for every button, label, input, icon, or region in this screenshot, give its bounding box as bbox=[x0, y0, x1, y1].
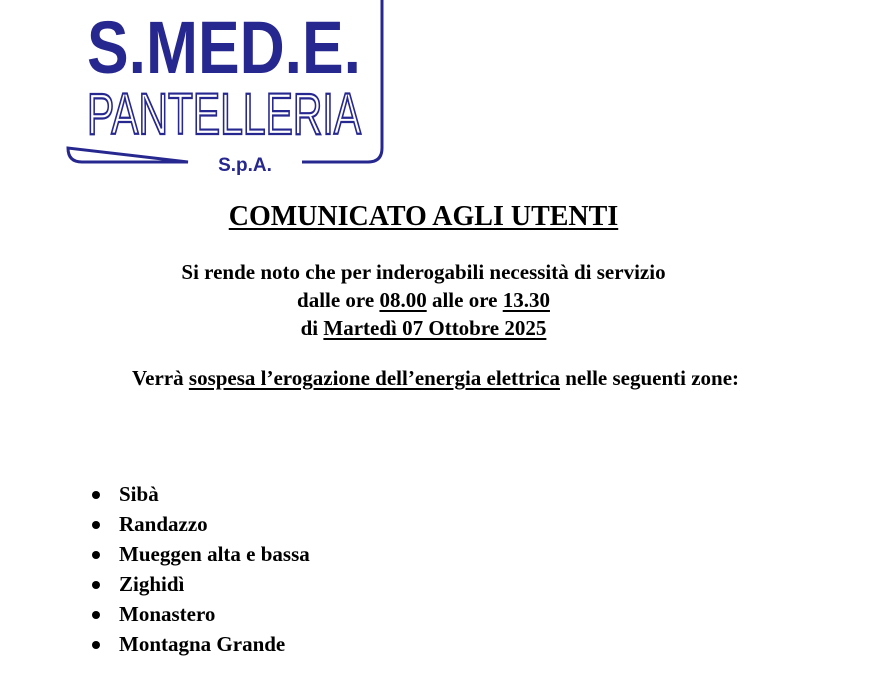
to-time: 13.30 bbox=[502, 288, 550, 312]
list-item: Monastero bbox=[88, 599, 310, 629]
list-item: Zighidì bbox=[88, 569, 310, 599]
notice-title: COMUNICATO AGLI UTENTI bbox=[228, 201, 619, 232]
list-item: Montagna Grande bbox=[88, 629, 310, 659]
notice-date: Martedì 07 Ottobre 2025 bbox=[323, 316, 547, 340]
svg-text:S.MED.E.: S.MED.E. bbox=[87, 6, 361, 89]
notice-intro: Si rende noto che per inderogabili necessità di servizio bbox=[181, 260, 666, 284]
suspension-suffix: nelle seguenti zone: bbox=[565, 366, 740, 390]
svg-text:S.p.A.: S.p.A. bbox=[218, 155, 272, 176]
zones-list bbox=[88, 479, 310, 659]
to-prefix: alle ore bbox=[431, 288, 498, 312]
list-item: Mueggen alta e bassa bbox=[88, 539, 310, 569]
list-item: Sibà bbox=[88, 479, 310, 509]
date-prefix: di bbox=[300, 316, 319, 340]
notice-time-range bbox=[0, 286, 847, 314]
from-time: 08.00 bbox=[379, 288, 427, 312]
suspension-main: sospesa l’erogazione dell’energia elettrica bbox=[188, 366, 560, 390]
company-logo bbox=[64, 0, 386, 176]
svg-text:PANTELLERIA: PANTELLERIA bbox=[87, 82, 362, 147]
suspension-prefix: Verrà bbox=[131, 366, 184, 390]
notice-body bbox=[0, 258, 847, 342]
suspension-statement bbox=[0, 366, 871, 391]
list-item: Randazzo bbox=[88, 509, 310, 539]
from-prefix: dalle ore bbox=[297, 288, 375, 312]
notice-date-line bbox=[0, 314, 847, 342]
